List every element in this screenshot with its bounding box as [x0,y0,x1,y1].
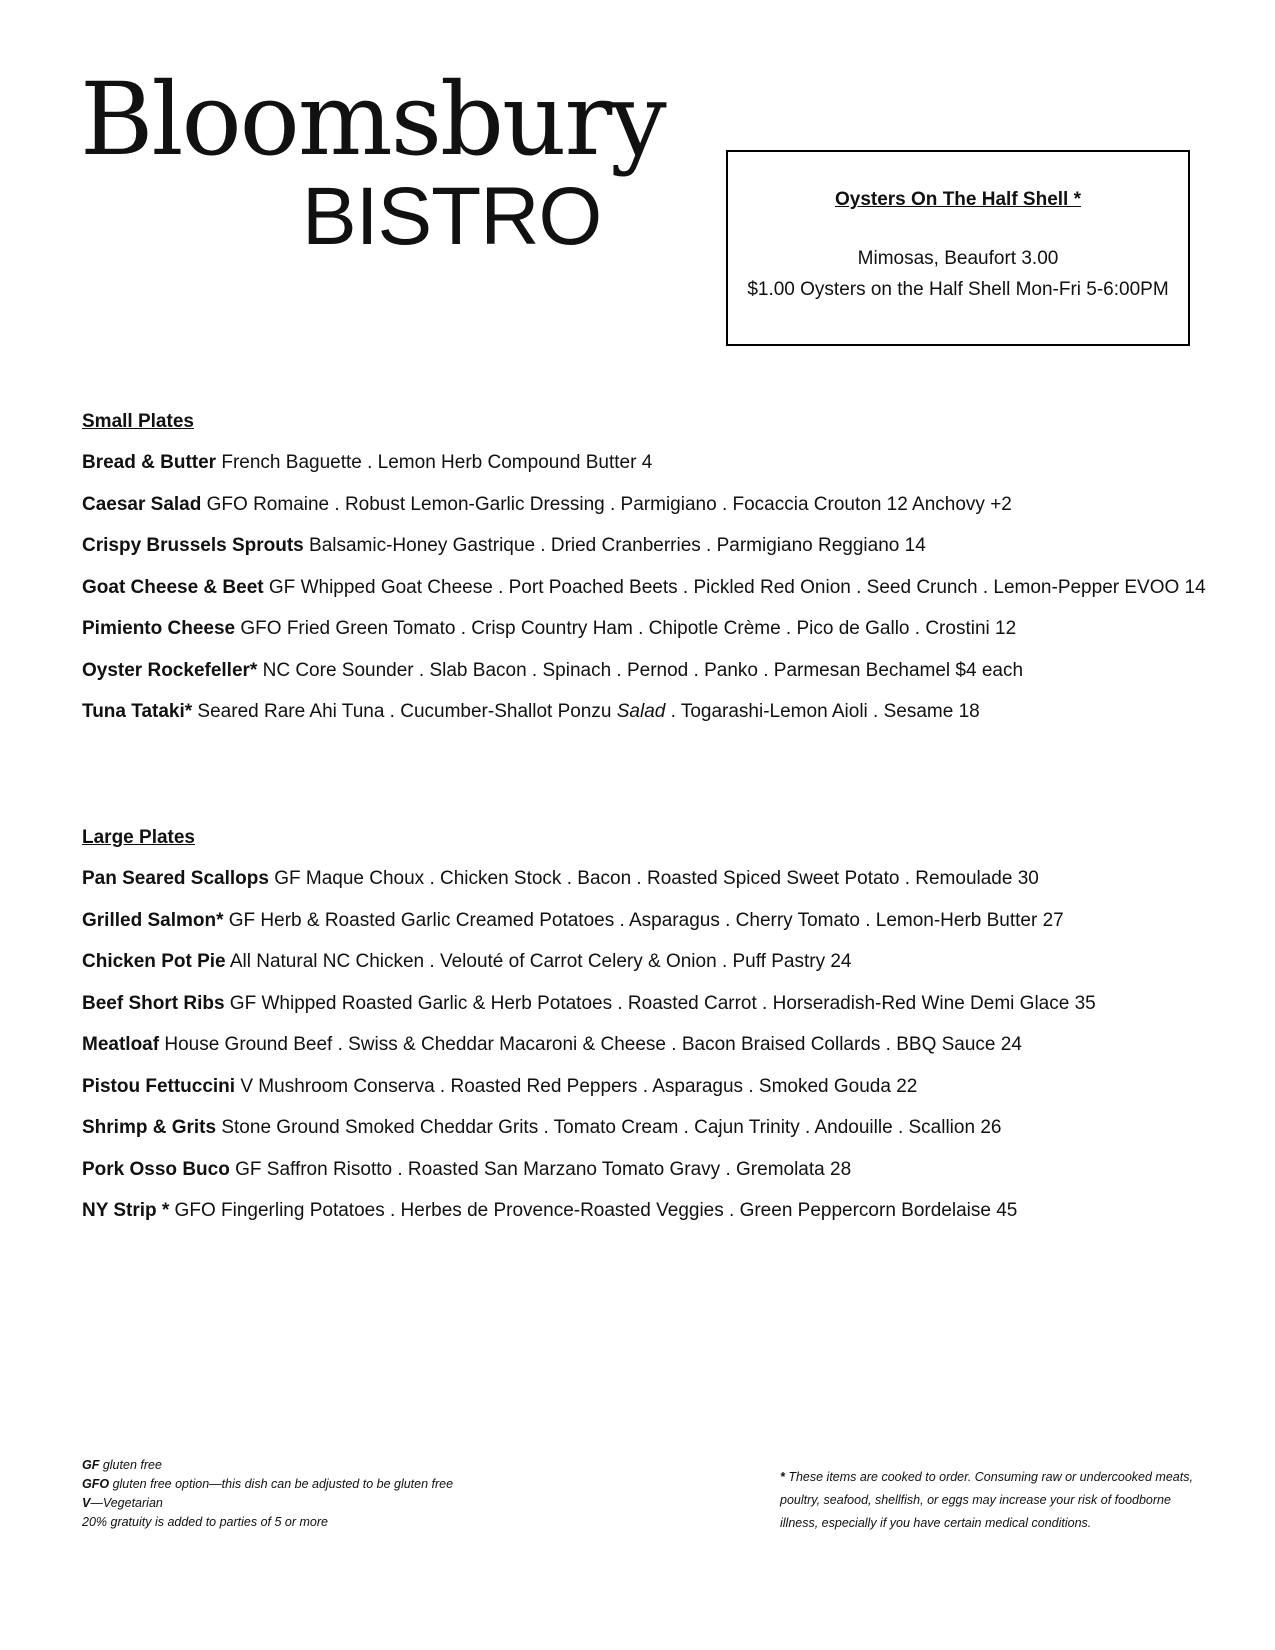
menu-item [82,493,1222,517]
menu-item-name: Pork Osso Buco [82,1158,230,1180]
dietary-legend [82,1456,453,1532]
menu-item-name: Grilled Salmon* [82,909,224,931]
section-title: Large Plates [82,827,195,848]
menu-item-name: Crispy Brussels Sprouts [82,535,304,556]
menu-item-description-part: . Togarashi-Lemon Aioli . Sesame 18 [665,701,980,722]
menu-item-description: All Natural NC Chicken . Velouté of Carrot Celery & Onion . Puff Pastry 24 [225,951,852,972]
promo-box [726,150,1190,346]
legend-code: GF [82,1458,100,1472]
menu-item [82,659,1222,683]
brand-name: Bloomsbury [80,61,665,178]
menu-item [82,1116,1222,1140]
legend-text: gluten free option—this dish can be adjusted to be gluten free [109,1477,454,1491]
menu-item [82,1158,1222,1182]
menu-item-description: GF Maque Choux . Chicken Stock . Bacon . Roasted Spiced Sweet Potato . Remoulade 30 [268,868,1039,889]
menu-item [82,950,1222,974]
menu-item-description: French Baguette . Lemon Herb Compound Butter 4 [216,452,653,473]
legend-line-gfo [82,1475,453,1494]
menu-item-description: GF Herb & Roasted Garlic Creamed Potatoes . Asparagus . Cherry Tomato . Lemon-Herb Butter 27 [223,909,1064,931]
menu-item-description: GFO Fingerling Potatoes . Herbes de Provence-Roasted Veggies . Green Peppercorn Bordelaise 45 [169,1200,1018,1221]
brand-logo [80,61,665,262]
menu-item-description: GF Whipped Goat Cheese . Port Poached Beets . Pickled Red Onion . Seed Crunch . Lemon-Pepper EVOO 14 [263,576,1206,598]
menu-item-description: GF Saffron Risotto . Roasted San Marzano Tomato Gravy . Gremolata 28 [229,1158,852,1180]
legend-code: V [82,1496,91,1510]
menu-item-description: Stone Ground Smoked Cheddar Grits . Tomato Cream . Cajun Trinity . Andouille . Scallion 26 [216,1117,1002,1138]
small-plates-section [82,410,1222,742]
food-safety-disclaimer [780,1466,1200,1535]
menu-item [82,576,1222,600]
menu-item-name: NY Strip * [82,1200,170,1221]
menu-item-name: Shrimp & Grits [82,1117,217,1138]
large-plates-section [82,826,1222,1241]
promo-title: Oysters On The Half Shell * [834,189,1082,210]
menu-item [82,992,1222,1016]
menu-item-name: Chicken Pot Pie [82,951,226,972]
gratuity-note: 20% gratuity is added to parties of 5 or more [82,1515,328,1529]
legend-text: gluten free [99,1458,162,1472]
menu-item-description-part: Seared Rare Ahi Tuna . Cucumber-Shallot Ponzu [192,701,617,722]
menu-item-description [192,701,980,722]
section-title: Small Plates [82,411,194,432]
promo-line: Mimosas, Beaufort 3.00 [857,248,1059,269]
brand-subtitle: BISTRO [302,171,602,262]
menu-item-name: Pimiento Cheese [82,618,236,639]
menu-item [82,1199,1222,1223]
promo-line: $1.00 Oysters on the Half Shell Mon-Fri 5-6:00PM [747,279,1169,300]
menu-item [82,617,1222,641]
disclaimer-text: These items are cooked to order. Consuming raw or undercooked meats, poultry, seafood, shellfish, or eggs may increase your risk of foodborne illness, especially if you have certain medical conditions. [780,1470,1193,1530]
menu-item-description: GFO Romaine . Robust Lemon-Garlic Dressing . Parmigiano . Focaccia Crouton 12 Anchovy +2 [201,493,1012,515]
menu-item [82,451,1222,475]
menu-item-name: Beef Short Ribs [82,992,225,1014]
menu-item-name: Goat Cheese & Beet [82,576,264,598]
menu-item [82,700,1222,724]
menu-item [82,534,1222,558]
menu-item-description: V Mushroom Conserva . Roasted Red Peppers . Asparagus . Smoked Gouda 22 [235,1075,918,1097]
menu-item-name: Tuna Tataki* [82,701,193,722]
menu-item-description-emphasis: Salad [616,701,666,722]
menu-item-name: Bread & Butter [82,452,217,473]
menu-item [82,867,1222,891]
menu-item-description: House Ground Beef . Swiss & Cheddar Macaroni & Cheese . Bacon Braised Collards . BBQ Sauce 24 [159,1034,1022,1055]
menu-item [82,1033,1222,1057]
legend-line-v [82,1494,453,1513]
menu-item-name: Caesar Salad [82,493,202,515]
menu-item-name: Oyster Rockefeller* [82,659,258,681]
menu-item-description: GF Whipped Roasted Garlic & Herb Potatoes . Roasted Carrot . Horseradish-Red Wine Demi Glace 35 [224,992,1096,1014]
legend-line-gf [82,1456,453,1475]
menu-item-name: Meatloaf [82,1034,160,1055]
menu-item-description: Balsamic-Honey Gastrique . Dried Cranberries . Parmigiano Reggiano 14 [303,535,926,556]
menu-item-description: NC Core Sounder . Slab Bacon . Spinach . Pernod . Panko . Parmesan Bechamel $4 each [257,659,1024,681]
menu-item-name: Pan Seared Scallops [82,868,269,889]
menu-item [82,909,1222,933]
menu-item-name: Pistou Fettuccini [82,1075,236,1097]
disclaimer-star: * [780,1470,785,1484]
legend-text: —Vegetarian [90,1496,163,1510]
menu-item-description: GFO Fried Green Tomato . Crisp Country Ham . Chipotle Crème . Pico de Gallo . Crostini 12 [235,618,1017,639]
legend-code: GFO [82,1477,110,1491]
menu-item [82,1075,1222,1099]
